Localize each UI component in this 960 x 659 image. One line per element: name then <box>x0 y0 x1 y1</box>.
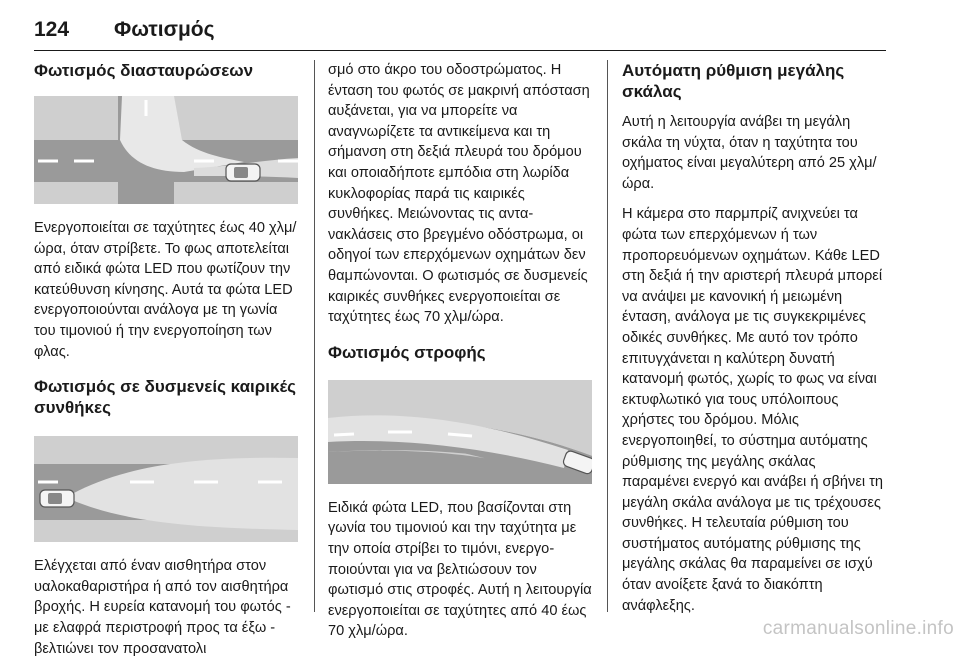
paragraph: Ενεργοποιείται σε ταχύτητες έως 40 χλμ/ώρα, όταν στρίβετε. Το φως αποτελείται από ειδικά φώτα LED που φωτίζουν την κατεύθυνση κίνησης. Αυτά τα φώτα LED ενεργοποιούνται ανάλογα με τη γωνία του τιμονιού ή την ενεργοποίηση των φλας. <box>34 220 297 360</box>
paragraph: Η κάμερα στο παρμπρίζ ανιχνεύει τα φώτα των επερχόμενων ή των προπορευόμενων οχημάτων. Κάθε LED στη δεξιά ή την αριστερή πλευρά μπορεί να ανάψει με κανονική ή μειωμένη ένταση, ανάλογα με τις συγκεκριμένες οδικές συνθήκες. Με αυτό τον τρόπο επιτυγχάνεται η καλύτερη δυνατή κατανομή φωτός, χωρίς το φως να είναι εκτυφλωτικό για τους υπόλοιπους χρήστες του δρόμου. Μόλις ενεργοποιηθεί, το σύστημα αυτόματης ρύθμισης της μεγάλης σκάλας παραμένει ενεργό και ανάβει ή σβήνει τη μεγάλη σκάλα ανάλογα με τις τρέχουσες συνθήκες. Η τελευταία ρύθμιση του συστήματος αυτόματης ρύθμισης της μεγάλης σκάλας θα παραμείνει σε ισχύ όταν ανοίξετε ξανά το διακόπτη ανάφλεξης. <box>622 206 884 614</box>
section-heading-cornering-light: Φωτισμός στροφής <box>328 342 486 362</box>
cornering-light-illustration <box>328 380 592 484</box>
column-2 <box>328 60 592 640</box>
paragraph: Ελέγχεται από έναν αισθητήρα στον υαλοκαθαριστήρα ή από τον αισθητήρα βροχής. Η ευρεία κατανομή του φωτός - με ελαφρά περιστροφή προς τα έξω - βελτιώνει τον προσανατολι <box>34 558 291 657</box>
column-divider <box>314 60 315 612</box>
intersection-lighting-illustration <box>34 96 298 204</box>
page-header <box>34 18 886 51</box>
adverse-weather-lighting-illustration <box>34 436 298 542</box>
page-number: 124 <box>34 18 70 41</box>
column-divider <box>607 60 608 612</box>
section-heading-adverse-weather: Φωτισμός σε δυσμενείς καιρικές συνθήκες <box>34 377 296 418</box>
column-3 <box>622 60 886 612</box>
section-heading-intersection-lighting: Φωτισμός διασταυρώσεων <box>34 61 254 80</box>
paragraph: Ειδικά φώτα LED, που βασίζονται στη γωνία του τιμονιού και την ταχύτητα με την οποία στρίβει το τιμόνι, ενεργοποιούνται για να βελτιώσουν τον φωτισμό στις στροφές. Αυτή η λειτουργία ενεργοποιείται σε ταχύτητες από 40 έως 70 χλμ/ώρα. <box>328 499 592 640</box>
running-title: Φωτισμός <box>114 18 215 41</box>
watermark-text: carmanualsonline.info <box>762 618 954 639</box>
section-heading-auto-high-beam: Αυτόματη ρύθμιση μεγάλης σκάλας <box>622 61 845 101</box>
column-1 <box>34 60 298 657</box>
paragraph: σμό στο άκρο του οδοστρώματος. Η ένταση του φωτός σε μακρινή απόσταση αυξάνεται, για να μπορείτε να αναγνωρίζετε τα αντικείμενα και τη σήμανση στη δεξιά πλευρά του δρόμου και οποιαδήποτε εμπόδια στη λωρίδα κυκλοφορίας παρά τις καιρικές συνθήκες. Μειώνοντας τις αντανακλάσεις στο βρεγμένο οδόστρωμα, οι οδηγοί των επερχόμενων οχημάτων δεν θαμπώνονται. Ο φωτισμός σε δυσμενείς καιρικές συνθήκες ενεργοποιείται σε ταχύτητες έως 70 χλμ/ώρα. <box>328 62 590 326</box>
paragraph: Αυτή η λειτουργία ανάβει τη μεγάλη σκάλα τη νύχτα, όταν η ταχύτητα του οχήματος είναι μεγαλύτερη από 25 χλμ/ώρα. <box>622 114 877 192</box>
